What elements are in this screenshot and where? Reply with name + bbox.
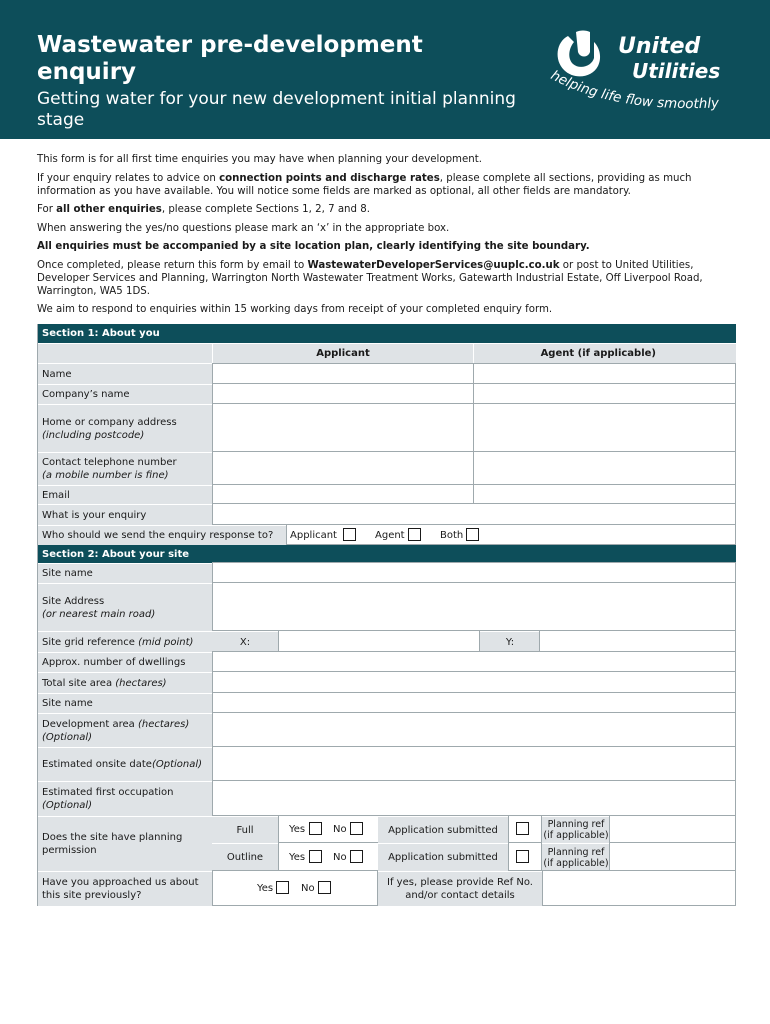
approached-yes-label: Yes <box>257 883 274 894</box>
agent-email-input[interactable] <box>473 484 736 504</box>
full-planning-ref-input[interactable] <box>609 815 736 843</box>
planning-question-label: Does the site have planning permission <box>38 816 212 871</box>
opt-applicant-label: Applicant <box>290 530 337 541</box>
ref-no-label: If yes, please provide Ref No. and/or contact details <box>378 871 542 906</box>
send-to-label: Who should we send the enquiry response to? <box>38 525 286 545</box>
full-no-label: No <box>333 824 347 835</box>
intro-paragraph: When answering the yes/no questions please mark an ‘x’ in the appropriate box. <box>37 222 450 234</box>
opt-applicant-checkbox[interactable] <box>343 528 356 541</box>
section2-title: Section 2: About your site <box>38 545 736 563</box>
logo-tagline <box>548 28 748 123</box>
name-label: Name <box>38 363 212 384</box>
agent-phone-input[interactable] <box>473 451 736 485</box>
outline-planning-ref-label: Planning ref (if applicable) <box>542 843 610 871</box>
dwellings-label: Approx. number of dwellings <box>38 652 212 672</box>
opt-both-checkbox[interactable] <box>466 528 479 541</box>
applicant-email-input[interactable] <box>212 484 474 504</box>
ref-no-input[interactable] <box>542 870 736 906</box>
phone-label: Contact telephone number (a mobile number is fine) <box>38 452 212 485</box>
applicant-name-input[interactable] <box>212 363 474 384</box>
approached-yes-checkbox[interactable] <box>276 881 289 894</box>
site-name2-label: Site name <box>38 693 212 713</box>
full-label: Full <box>212 816 278 843</box>
outline-no-label: No <box>333 852 347 863</box>
total-area-label: Total site area (hectares) <box>38 672 212 693</box>
outline-label: Outline <box>212 843 278 871</box>
logo-word-united: United <box>618 34 701 59</box>
intro-paragraph: This form is for all first time enquiries you may have when planning your development. <box>37 154 482 165</box>
company-label: Company’s name <box>38 384 212 404</box>
applicant-company-input[interactable] <box>212 383 474 404</box>
outline-planning-ref-input[interactable] <box>609 842 736 871</box>
approached-no-label: No <box>301 883 315 894</box>
enquiry-input[interactable] <box>212 503 736 525</box>
col-applicant: Applicant <box>213 343 473 363</box>
applicant-address-input[interactable] <box>212 403 474 452</box>
intro-text <box>37 153 727 322</box>
united-utilities-logo <box>548 28 748 123</box>
intro-paragraph: Once completed, please return this form by email to WastewaterDeveloperServices@uuplc.co.uk or post to United Utilities, Developer Services and Planning, Warrington North Wastewater Treatment Works, Gatewarth Industrial Estate, Off Liverpool Road, Warrington, WA5 1DS. <box>37 259 703 297</box>
y-label: Y: <box>480 631 540 652</box>
intro-paragraph: If your enquiry relates to advice on connection points and discharge rates, please complete all sections, providing as much information as you have available. You will notice some fields are marked as optional, all other fields are mandatory. <box>37 172 692 197</box>
first-occupation-input[interactable] <box>212 780 736 816</box>
outline-yes-checkbox[interactable] <box>309 850 322 863</box>
opt-agent-label: Agent <box>375 530 405 541</box>
outline-yes-label: Yes <box>289 852 306 863</box>
agent-address-input[interactable] <box>473 403 736 452</box>
grid-x-input[interactable] <box>278 630 480 652</box>
email-label: Email <box>38 485 212 504</box>
enquiry-label: What is your enquiry <box>38 504 212 525</box>
site-name2-input[interactable] <box>212 692 736 713</box>
grid-y-input[interactable] <box>539 630 736 652</box>
dev-area-input[interactable] <box>212 712 736 747</box>
page-title: Wastewater pre-development enquiry <box>37 32 423 85</box>
address-label: Home or company address (including postcode) <box>38 404 212 452</box>
full-app-submitted-label: Application submitted <box>378 816 508 843</box>
dwellings-input[interactable] <box>212 651 736 672</box>
onsite-date-label: Estimated onsite date (Optional) <box>38 747 212 781</box>
site-address-input[interactable] <box>212 582 736 631</box>
intro-paragraph: We aim to respond to enquiries within 15 working days from receipt of your completed enquiry form. <box>37 304 553 315</box>
full-yes-checkbox[interactable] <box>309 822 322 835</box>
total-area-input[interactable] <box>212 671 736 693</box>
outline-app-submitted-label: Application submitted <box>378 843 508 871</box>
first-occupation-label: Estimated first occupation (Optional) <box>38 781 212 816</box>
full-app-submitted-checkbox[interactable] <box>516 822 529 835</box>
approached-yes-no <box>212 870 378 906</box>
header-blank <box>38 343 212 363</box>
contact-email: WastewaterDeveloperServices@uuplc.co.uk <box>307 259 560 271</box>
full-no-checkbox[interactable] <box>350 822 363 835</box>
site-name-label: Site name <box>38 563 212 583</box>
dev-area-label: Development area (hectares) (Optional) <box>38 713 212 747</box>
site-name-input[interactable] <box>212 562 736 583</box>
header-banner <box>0 0 770 139</box>
approached-no-checkbox[interactable] <box>318 881 331 894</box>
agent-company-input[interactable] <box>473 383 736 404</box>
x-label: X: <box>212 631 278 652</box>
opt-agent-checkbox[interactable] <box>408 528 421 541</box>
applicant-phone-input[interactable] <box>212 451 474 485</box>
full-yes-label: Yes <box>289 824 306 835</box>
opt-both-label: Both <box>440 530 464 541</box>
outline-no-checkbox[interactable] <box>350 850 363 863</box>
onsite-date-input[interactable] <box>212 746 736 781</box>
intro-paragraph: For all other enquiries, please complete Sections 1, 2, 7 and 8. <box>37 204 370 215</box>
section1-title: Section 1: About you <box>38 324 736 343</box>
site-address-label: Site Address (or nearest main road) <box>38 583 212 631</box>
enquiry-form <box>37 324 735 906</box>
approached-label: Have you approached us about this site previously? <box>38 871 212 906</box>
outline-app-submitted-checkbox[interactable] <box>516 850 529 863</box>
intro-paragraph: All enquiries must be accompanied by a site location plan, clearly identifying the site boundary. <box>37 241 590 252</box>
page-subtitle: Getting water for your new development initial planning stage <box>37 89 516 130</box>
svg-text:helping life flow smoothly: helping life flow smoothly <box>548 67 720 113</box>
grid-ref-label: Site grid reference (mid point) <box>38 631 212 652</box>
logo-word-utilities: Utilities <box>632 59 721 83</box>
full-planning-ref-label: Planning ref (if applicable) <box>542 816 610 843</box>
col-agent: Agent (if applicable) <box>474 343 736 363</box>
agent-name-input[interactable] <box>473 363 736 384</box>
